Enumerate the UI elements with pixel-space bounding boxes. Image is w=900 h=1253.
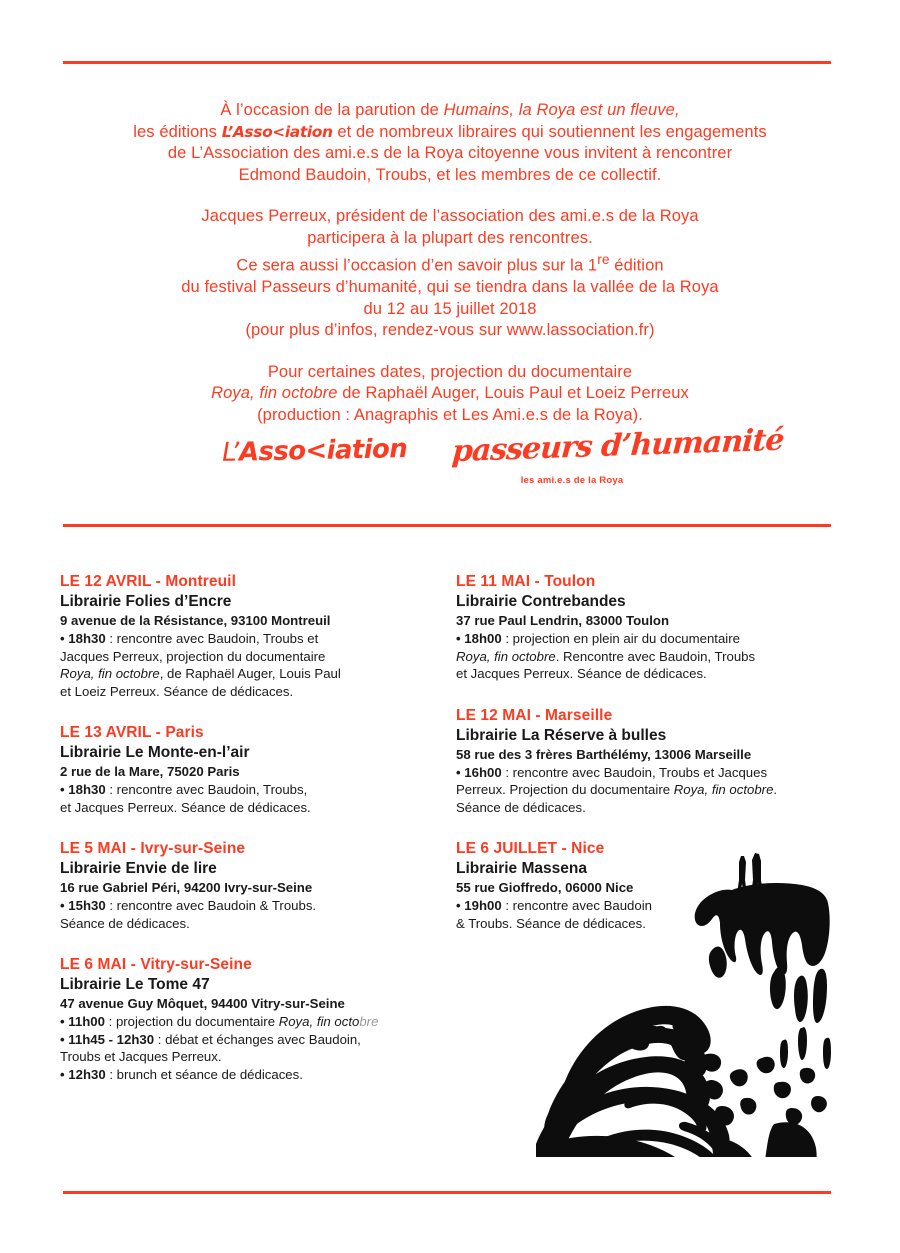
event-entry bbox=[60, 839, 400, 932]
event-detail-line bbox=[456, 764, 796, 782]
event-detail-line bbox=[60, 1013, 400, 1031]
publisher-logos-row bbox=[0, 422, 900, 498]
event-detail-line bbox=[60, 1066, 400, 1084]
event-date-city: LE 6 JUILLET - Nice bbox=[456, 840, 605, 857]
event-time: 16h00 bbox=[460, 764, 502, 780]
event-detail-text: : rencontre avec Baudoin & Troubs. bbox=[105, 898, 317, 913]
event-date-city: LE 13 AVRIL - Paris bbox=[60, 724, 204, 741]
passeurs-dhumanite-logo bbox=[450, 422, 785, 486]
event-venue-name: Librairie Le Tome 47 bbox=[60, 976, 210, 993]
event-detail-line bbox=[456, 799, 796, 817]
intro-p1-line2 bbox=[0, 122, 900, 144]
event-venue-name: Librairie Envie de lire bbox=[60, 860, 217, 877]
event-detail-text: . Rencontre avec Baudoin, Troubs bbox=[555, 648, 756, 664]
event-time: 18h00 bbox=[460, 631, 502, 646]
intro-p2-line1: Jacques Perreux, président de l’association des ami.e.s de la Roya bbox=[201, 207, 699, 225]
event-address: 47 avenue Guy Môquet, 94400 Vitry-sur-Seine bbox=[60, 996, 345, 1011]
event-date-city: LE 5 MAI - Ivry-sur-Seine bbox=[60, 840, 246, 857]
film-title-roya: Roya, fin octobre bbox=[60, 666, 160, 681]
film-title-roya: Roya, fin octobre bbox=[673, 782, 774, 797]
event-address: 37 rue Paul Lendrin, 83000 Toulon bbox=[456, 613, 670, 628]
event-address: 55 rue Gioffredo, 06000 Nice bbox=[456, 880, 634, 895]
lassociation-logo-prefix: L’ bbox=[221, 437, 240, 468]
divider-top bbox=[63, 61, 831, 64]
event-entry bbox=[60, 723, 400, 816]
event-date-city: LE 11 MAI - Toulon bbox=[456, 573, 596, 590]
event-detail-text: & Troubs. Séance de dédicaces. bbox=[456, 915, 646, 931]
event-detail-text: Séance de dédicaces. bbox=[456, 799, 586, 815]
intro-p3-line1: Pour certaines dates, projection du documentaire bbox=[267, 362, 633, 381]
event-detail-text: et Loeiz Perreux. Séance de dédicaces. bbox=[60, 683, 294, 699]
event-detail-line bbox=[456, 630, 796, 648]
intro-p2-line5: du 12 au 15 juillet 2018 bbox=[363, 299, 537, 318]
lassociation-inline-logo: L’Asso<iation bbox=[221, 122, 333, 141]
event-detail-text: : rencontre avec Baudoin bbox=[501, 898, 652, 913]
film-title-roya: Roya, fin octo bbox=[278, 1014, 360, 1029]
event-address: 58 rue des 3 frères Barthélémy, 13006 Marseille bbox=[456, 746, 752, 762]
event-detail-text: : projection du documentaire bbox=[104, 1014, 279, 1029]
event-detail-text: : rencontre avec Baudoin, Troubs et bbox=[105, 631, 319, 646]
event-detail-tail: . bbox=[773, 782, 778, 797]
event-detail-line bbox=[60, 1048, 400, 1066]
event-detail-line bbox=[60, 630, 400, 648]
intro-p2-line4: du festival Passeurs d’humanité, qui se tiendra dans la vallée de la Roya bbox=[181, 278, 719, 296]
events-column-left bbox=[60, 572, 400, 1106]
bullet-icon: • bbox=[456, 631, 461, 646]
event-detail-text: Perreux. Projection du documentaire bbox=[456, 782, 674, 797]
divider-bottom bbox=[63, 1191, 831, 1194]
bullet-icon: • bbox=[60, 1066, 65, 1082]
book-title-humains: Humains, la Roya est un fleuve, bbox=[443, 101, 680, 119]
event-venue-name: Librairie Le Monte-en-l’air bbox=[60, 744, 250, 761]
event-date-city: LE 6 MAI - Vitry-sur-Seine bbox=[60, 956, 252, 973]
passeurs-logo-main: passeurs d’humanité bbox=[450, 422, 785, 470]
event-address: 2 rue de la Mare, 75020 Paris bbox=[60, 764, 240, 779]
intro-p3-line2 bbox=[0, 383, 900, 405]
event-time: 18h30 bbox=[64, 782, 106, 797]
event-detail-text: : brunch et séance de dédicaces. bbox=[105, 1066, 303, 1082]
event-detail-line bbox=[60, 683, 400, 701]
event-detail-text: : rencontre avec Baudoin, Troubs et Jacques bbox=[501, 764, 768, 780]
event-venue-name: Librairie Contrebandes bbox=[456, 593, 626, 610]
event-venue-name: Librairie La Réserve à bulles bbox=[456, 726, 667, 744]
bullet-icon: • bbox=[60, 782, 65, 797]
event-detail-line bbox=[60, 648, 400, 666]
event-entry bbox=[456, 706, 796, 817]
event-detail-text: Séance de dédicaces. bbox=[60, 915, 190, 931]
intro-paragraph-2 bbox=[0, 206, 900, 342]
ordinal-suffix: re bbox=[597, 252, 610, 267]
bullet-icon: • bbox=[60, 1031, 65, 1047]
bullet-icon: • bbox=[60, 898, 65, 913]
event-detail-line bbox=[456, 648, 796, 666]
ink-brush-wave-cliff-figures-illustration bbox=[536, 852, 836, 1157]
event-detail-line bbox=[456, 665, 796, 683]
intro-p1-line2-prefix: les éditions bbox=[133, 122, 222, 141]
event-time: 11h45 - 12h30 bbox=[64, 1031, 155, 1047]
event-detail-text: Jacques Perreux, projection du documentaire bbox=[60, 648, 326, 664]
lassociation-logo bbox=[222, 434, 408, 468]
event-detail-text: et Jacques Perreux. Séance de dédicaces. bbox=[456, 666, 707, 681]
event-entry bbox=[60, 955, 400, 1083]
event-time: 15h30 bbox=[64, 898, 106, 913]
passeurs-logo-subtitle: les ami.e.s de la Roya bbox=[520, 475, 624, 486]
event-detail-line bbox=[60, 1031, 400, 1049]
event-time: 11h00 bbox=[64, 1014, 105, 1029]
event-detail-line bbox=[60, 915, 400, 933]
intro-text-block bbox=[0, 100, 900, 426]
film-title-roya: Roya, fin octobre bbox=[456, 648, 556, 664]
event-detail-text: : débat et échanges avec Baudoin, bbox=[154, 1031, 361, 1047]
event-venue-name: Librairie Folies d’Encre bbox=[60, 593, 232, 610]
intro-p2-line3-b: édition bbox=[609, 256, 664, 275]
intro-p1-line1-text: À l’occasion de la parution de bbox=[220, 101, 444, 119]
event-detail-text: : rencontre avec Baudoin, Troubs, bbox=[105, 782, 308, 797]
intro-p2-line3 bbox=[0, 249, 900, 277]
event-venue-name: Librairie Massena bbox=[456, 860, 587, 877]
intro-p1-line2-suffix: et de nombreux libraires qui soutiennent les engagements bbox=[332, 122, 767, 141]
event-time: 18h30 bbox=[64, 631, 106, 646]
intro-p3-line2-b: de Raphaël Auger, Louis Paul et Loeiz Perreux bbox=[337, 384, 689, 402]
event-detail-line bbox=[60, 781, 400, 799]
event-detail-line bbox=[60, 897, 400, 915]
event-detail-line bbox=[60, 665, 400, 683]
event-detail-line bbox=[456, 781, 796, 799]
event-date-city: LE 12 AVRIL - Montreuil bbox=[60, 573, 236, 590]
event-detail-text: : projection en plein air du documentaire bbox=[501, 631, 740, 646]
lassociation-logo-main: Asso<iation bbox=[238, 434, 408, 468]
film-title-faded-tail: bre bbox=[359, 1014, 379, 1029]
bullet-icon: • bbox=[456, 898, 461, 913]
event-detail-text: , de Raphaël Auger, Louis Paul bbox=[159, 666, 341, 681]
event-address: 9 avenue de la Résistance, 93100 Montreuil bbox=[60, 613, 331, 628]
intro-p1-line1 bbox=[0, 100, 900, 122]
intro-p1-line3: de L’Association des ami.e.s de la Roya citoyenne vous invitent à rencontrer bbox=[167, 144, 733, 162]
intro-p1-line4: Edmond Baudoin, Troubs, et les membres de ce collectif. bbox=[238, 165, 662, 184]
event-detail-text: et Jacques Perreux. Séance de dédicaces. bbox=[60, 799, 311, 815]
intro-p2-line6: (pour plus d’infos, rendez-vous sur www.lassociation.fr) bbox=[245, 321, 655, 339]
event-time: 12h30 bbox=[64, 1066, 106, 1082]
event-entry bbox=[456, 572, 796, 683]
intro-paragraph-3 bbox=[0, 362, 900, 427]
event-date-city: LE 12 MAI - Marseille bbox=[456, 706, 613, 724]
intro-paragraph-1 bbox=[0, 100, 900, 186]
event-detail-text: Troubs et Jacques Perreux. bbox=[60, 1049, 222, 1064]
event-entry bbox=[60, 572, 400, 700]
event-address: 16 rue Gabriel Péri, 94200 Ivry-sur-Seine bbox=[60, 880, 313, 895]
intro-p2-line3-a: Ce sera aussi l’occasion d’en savoir plus sur la 1 bbox=[236, 256, 598, 275]
bullet-icon: • bbox=[456, 764, 461, 780]
intro-p2-line2: participera à la plupart des rencontres. bbox=[307, 228, 593, 247]
intro-p3-line3: (production : Anagraphis et Les Ami.e.s de la Roya). bbox=[257, 405, 643, 424]
film-title-roya: Roya, fin octobre bbox=[211, 384, 338, 402]
bullet-icon: • bbox=[60, 631, 65, 646]
divider-middle bbox=[63, 524, 831, 527]
bullet-icon: • bbox=[60, 1014, 65, 1029]
event-detail-line bbox=[60, 799, 400, 817]
event-time: 19h00 bbox=[460, 898, 502, 913]
